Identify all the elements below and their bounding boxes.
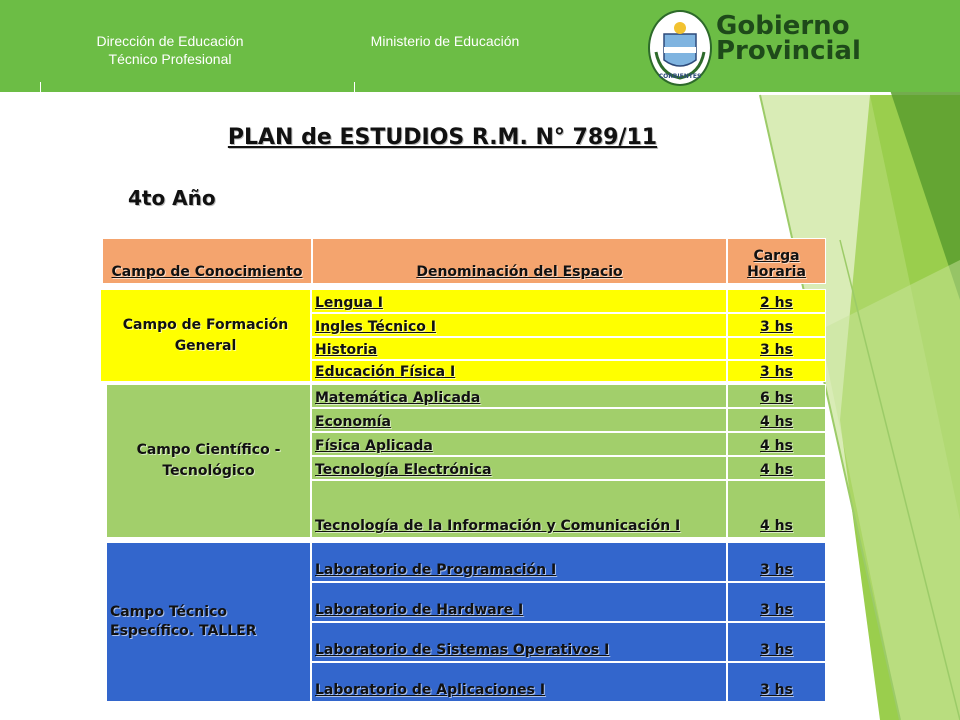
seal-text: CORRIENTES — [658, 73, 702, 80]
subject-row: Laboratorio de Hardware I — [311, 582, 727, 622]
field-tecnico-taller: Campo Técnico Específico. TALLER — [106, 542, 311, 702]
gobierno-provincial-logo — [716, 11, 861, 66]
ministerio-label: Ministerio de Educación — [370, 33, 520, 49]
header-campo: Campo de Conocimiento — [102, 238, 312, 284]
hours-cell: 3 hs — [727, 622, 826, 662]
hours-cell: 4 hs — [727, 480, 826, 538]
year-subtitle: 4to Año — [128, 186, 216, 210]
seal-icon — [650, 12, 710, 84]
page-title: PLAN de ESTUDIOS R.M. N° 789/11 — [227, 125, 658, 150]
hours-cell: 3 hs — [727, 542, 826, 582]
subject-row: Laboratorio de Programación I — [311, 542, 727, 582]
subject-row: Tecnología de la Información y Comunicación I — [311, 480, 727, 538]
hours-cell: 4 hs — [727, 456, 826, 480]
hours-cell: 3 hs — [727, 360, 826, 382]
subject-row: Laboratorio de Sistemas Operativos I — [311, 622, 727, 662]
hours-cell: 3 hs — [727, 662, 826, 702]
header-bar — [0, 0, 960, 92]
subject-row: Matemática Aplicada — [311, 384, 727, 408]
subject-row: Laboratorio de Aplicaciones I — [311, 662, 727, 702]
subject-row: Historia — [311, 337, 727, 360]
header-carga: Carga Horaria — [727, 238, 826, 284]
hours-cell: 6 hs — [727, 384, 826, 408]
subject-row: Economía — [311, 408, 727, 432]
field-cientifico-tecnologico: Campo Científico - Tecnológico — [106, 384, 311, 538]
hours-cell: 4 hs — [727, 408, 826, 432]
subject-row: Física Aplicada — [311, 432, 727, 456]
field-formacion-general: Campo de Formación General — [100, 289, 311, 382]
direccion-line1: Dirección de Educación — [96, 33, 244, 49]
subject-row: Ingles Técnico I — [311, 313, 727, 337]
subject-row: Educación Física I — [311, 360, 727, 382]
hours-cell: 4 hs — [727, 432, 826, 456]
subject-row: Lengua I — [311, 289, 727, 313]
header-divider-left — [40, 82, 41, 92]
header-denominacion: Denominación del Espacio — [312, 238, 727, 284]
hours-cell: 2 hs — [727, 289, 826, 313]
direccion-line2: Técnico Profesional — [108, 51, 232, 67]
logo-text-line2: Provincial — [716, 36, 861, 66]
logo-text-line1: Gobierno — [716, 11, 850, 41]
hours-cell: 3 hs — [727, 313, 826, 337]
direccion-label — [60, 32, 280, 68]
hours-cell: 3 hs — [727, 582, 826, 622]
hours-cell: 3 hs — [727, 337, 826, 360]
header-divider-center — [354, 82, 355, 92]
corrientes-seal-logo — [648, 10, 712, 86]
subject-row: Tecnología Electrónica — [311, 456, 727, 480]
